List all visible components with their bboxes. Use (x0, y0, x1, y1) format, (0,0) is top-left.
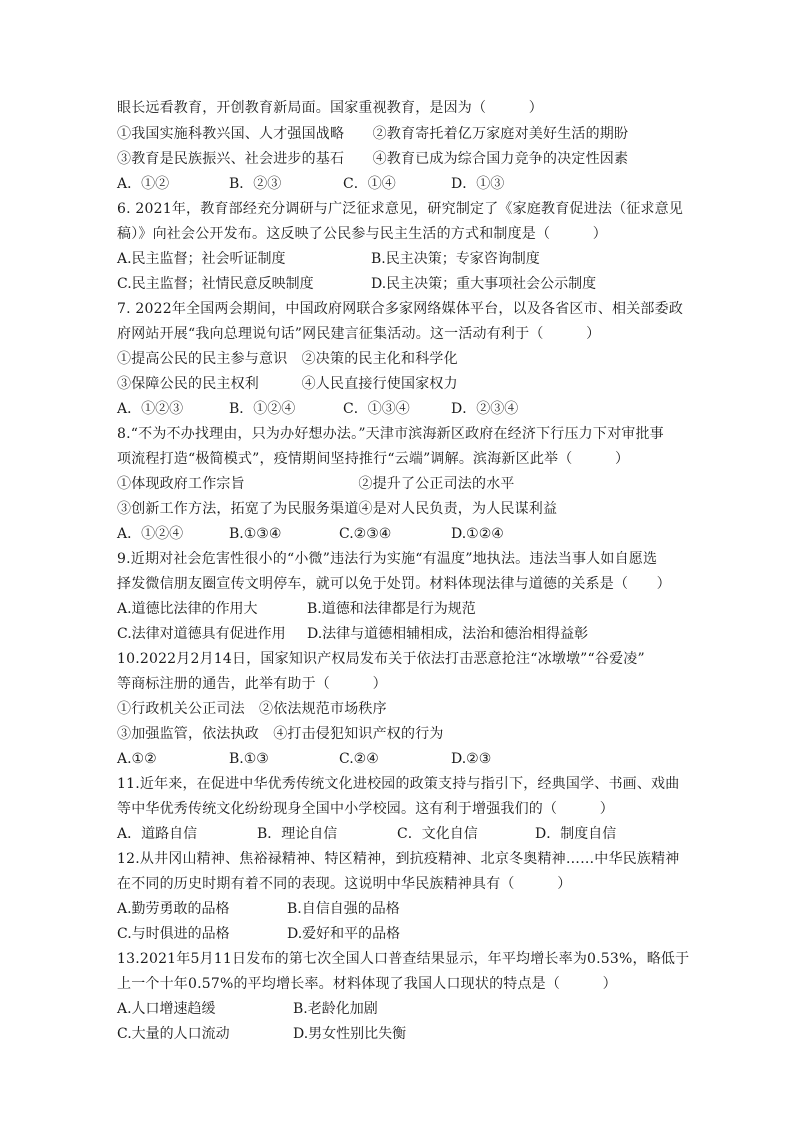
q8-statement: ①体现政府工作宗旨 ②提升了公正司法的水平 (117, 476, 515, 492)
q6-option-c[interactable]: C.民主监督；社情民意反映制度 (117, 276, 314, 292)
q13-option-d[interactable]: D.男女性别比失衡 (293, 1026, 407, 1042)
q13-option-c[interactable]: C.大量的人口流动 (117, 1026, 230, 1042)
q5-option-d[interactable]: D．①③ (451, 176, 505, 192)
q5-statement: ③教育是民族振兴、社会进步的基石 ④教育已成为综合国力竞争的决定性因素 (117, 151, 629, 167)
q11-option-d[interactable]: D．制度自信 (535, 826, 617, 842)
q7-stem-line: 7. 2022年全国两会期间，中国政府网联合多家网络媒体平台，以及各省区市、相关部委政 (117, 301, 684, 317)
q7-option-d[interactable]: D．②③④ (451, 401, 519, 417)
q13-stem-line: 13.2021年5月11日发布的第七次全国人口普查结果显示，年平均增长率为0.53%，略低于 (117, 951, 690, 967)
q9-option-b[interactable]: B.道德和法律都是行为规范 (307, 601, 476, 617)
q6-option-b[interactable]: B.民主决策；专家咨询制度 (371, 251, 540, 267)
q12-option-b[interactable]: B.自信自强的品格 (287, 901, 400, 917)
q8-stem-line: 8.“不为不办找理由，只为办好想办法。”天津市滨海新区政府在经济下行压力下对审批事 (117, 426, 664, 442)
q7-option-b[interactable]: B．①②④ (229, 401, 296, 417)
q13-option-a[interactable]: A.人口增速趋缓 (117, 1001, 216, 1017)
q7-option-a[interactable]: A．①②③ (117, 401, 184, 417)
q6-stem-line: 6. 2021年，教育部经充分调研与广泛征求意见，研究制定了《家庭教育促进法（征求意见 (117, 201, 684, 217)
q8-statement: ③创新工作方法，拓宽了为民服务渠道④是对人民负责，为人民谋利益 (117, 501, 558, 517)
q9-option-c[interactable]: C.法律对道德具有促进作用 (117, 626, 286, 642)
q8-option-d[interactable]: D.①②④ (451, 526, 504, 542)
q7-statement: ①提高公民的民主参与意识 ②决策的民主化和科学化 (117, 351, 458, 367)
q12-option-a[interactable]: A.勤劳勇敢的品格 (117, 901, 230, 917)
q9-option-a[interactable]: A.道德比法律的作用大 (117, 601, 258, 617)
q13-option-b[interactable]: B.老龄化加剧 (293, 1001, 378, 1017)
q11-option-c[interactable]: C．文化自信 (397, 826, 478, 842)
q12-option-c[interactable]: C.与时俱进的品格 (117, 926, 230, 942)
q6-stem-line: 稿）》向社会公开发布。这反映了公民参与民主生活的方式和制度是（ ） (117, 226, 607, 242)
q8-option-a[interactable]: A．①②④ (117, 526, 184, 542)
q11-option-a[interactable]: A．道路自信 (117, 826, 198, 842)
q8-option-b[interactable]: B.①③④ (229, 526, 282, 542)
q11-option-b[interactable]: B．理论自信 (257, 826, 338, 842)
q9-option-d[interactable]: D.法律与道德相辅相成，法治和德治相得益彰 (307, 626, 589, 642)
q10-stem-line: 10.2022月2月14日，国家知识产权局发布关于依法打击恶意抢注“冰墩墩”“谷爱凌” (117, 651, 645, 667)
q7-stem-line: 府网站开展“我向总理说句话”网民建言征集活动。这一活动有利于（ ） (117, 326, 601, 342)
q6-option-a[interactable]: A.民主监督；社会听证制度 (117, 251, 286, 267)
q5-option-a[interactable]: A．①② (117, 176, 170, 192)
q8-option-c[interactable]: C.②③④ (339, 526, 392, 542)
q12-stem-line: 在不同的历史时期有着不同的表现。这说明中华民族精神具有（ ） (117, 876, 572, 892)
q12-option-d[interactable]: D.爱好和平的品格 (287, 926, 401, 942)
q5-option-c[interactable]: C．①④ (343, 176, 396, 192)
q5-stem-line: 眼长远看教育，开创教育新局面。国家重视教育，是因为（ ） (117, 100, 543, 116)
q6-option-d[interactable]: D.民主决策；重大事项社会公示制度 (371, 276, 597, 292)
q9-stem-line: 择发微信朋友圈宣传文明停车，就可以免于处罚。材料体现法律与道德的关系是（ ） (117, 576, 671, 592)
q7-option-c[interactable]: C．①③④ (343, 401, 410, 417)
q5-statement: ①我国实施科教兴国、人才强国战略 ②教育寄托着亿万家庭对美好生活的期盼 (117, 126, 629, 142)
q10-option-d[interactable]: D.②③ (451, 751, 492, 767)
q10-statement: ③加强监管，依法执政 ④打击侵犯知识产权的行为 (117, 726, 444, 742)
q9-stem-line: 9.近期对社会危害性很小的“小微”违法行为实施“有温度”地执法。违法当事人如自愿选 (117, 551, 658, 567)
q10-stem-line: 等商标注册的通告，此举有助于（ ） (117, 676, 387, 692)
q13-stem-line: 上一个十年0.57%的平均增长率。材料体现了我国人口现状的特点是（ ） (117, 976, 617, 992)
q7-statement: ③保障公民的民主权利 ④人民直接行使国家权力 (117, 376, 458, 392)
q11-stem-line: 等中华优秀传统文化纷纷现身全国中小学校园。这有利于增强我们的（ ） (117, 801, 614, 817)
q5-option-b[interactable]: B．②③ (229, 176, 282, 192)
q10-option-a[interactable]: A.①② (117, 751, 157, 767)
q10-statement: ①行政机关公正司法 ②依法规范市场秩序 (117, 701, 387, 717)
q11-stem-line: 11.近年来，在促进中华优秀传统文化进校园的政策支持与指引下，经典国学、书画、戏曲 (117, 776, 680, 792)
q8-stem-line: 项流程打造“极简模式”，疫情期间坚持推行“云端”调解。滨海新区此举（ ） (117, 451, 630, 467)
q10-option-b[interactable]: B.①③ (229, 751, 269, 767)
q10-option-c[interactable]: C.②④ (339, 751, 379, 767)
q12-stem-line: 12.从井冈山精神、焦裕禄精神、特区精神，到抗疫精神、北京冬奥精神……中华民族精神 (117, 851, 680, 867)
